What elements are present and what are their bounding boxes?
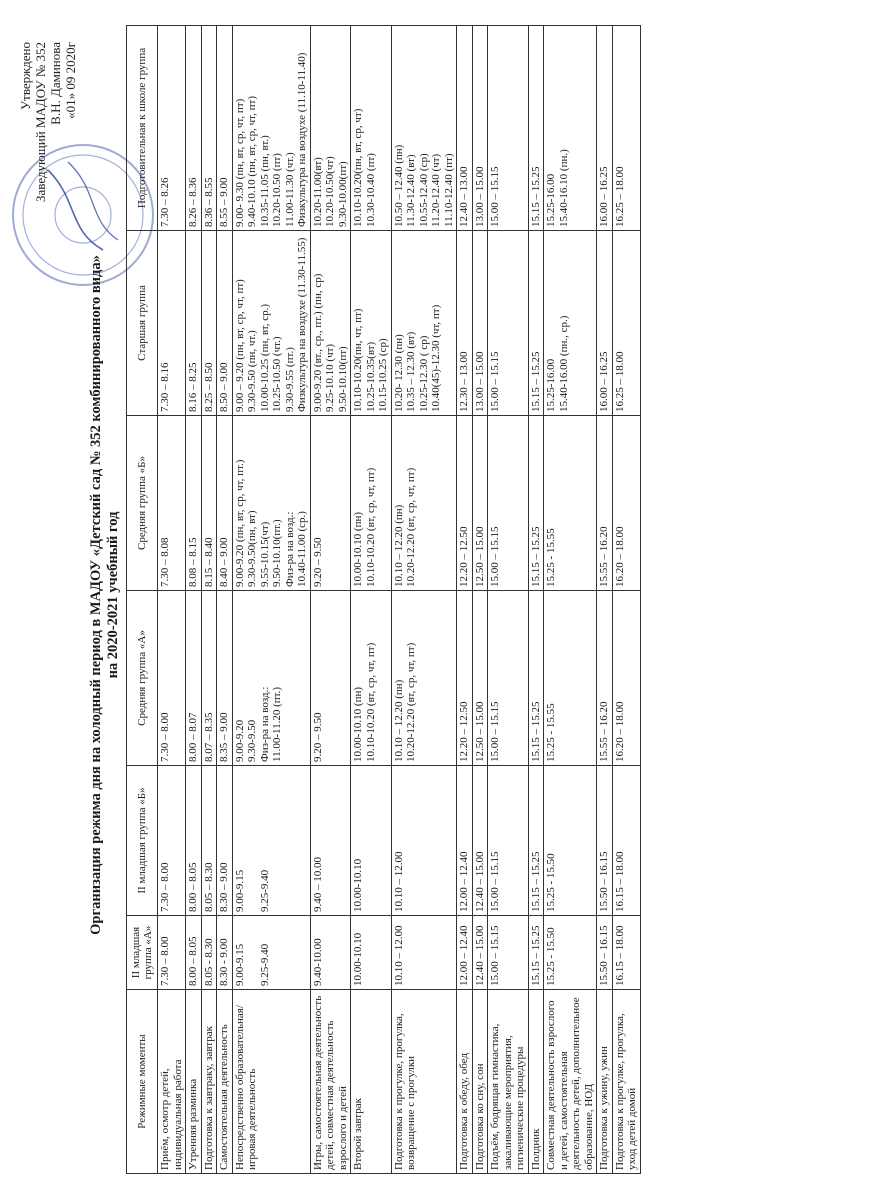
cell-line: 8.07 – 8.35 [202,712,215,762]
cell-line: Физкультура на воздухе (11.10-11.40) [296,52,308,227]
cell-line: 8.05 – 8.30 [202,862,215,912]
cell-line: 10.20-12.20 (вт, ср, чт, пт) [405,642,417,762]
table-body [158,26,641,1174]
cell-line: 15.55 – 16.20 [598,701,610,762]
cell-line: 8.15 – 8.40 [202,537,215,587]
time-cell [310,916,351,990]
time-cell [391,916,457,990]
cell-line: 10.40-11.00 (ср.) [296,511,308,587]
cell-line: 10.50 – 12.40 (пн) [392,144,405,227]
cell-line [246,919,259,986]
time-cell [391,416,457,591]
cell-line: 15.15 – 15.25 [529,851,542,912]
table-row [457,26,473,1174]
time-cell [186,916,202,990]
time-cell [217,231,233,416]
time-cell [597,416,613,591]
cell-line: 15.00 – 15.15 [489,701,501,762]
time-cell [158,416,186,591]
time-cell [528,766,544,916]
cell-line: Подготовка к ужину, ужин [598,1046,610,1170]
cell-line: 16.20 – 18.00 [613,701,626,762]
time-cell [472,231,488,416]
table-row [158,26,186,1174]
approval-block [18,42,78,342]
cell-line: 15.00 – 15.15 [489,851,501,912]
cell-line: 9.30-9.50(пн, вт) [246,510,258,587]
cell-line: 15.50 – 16.15 [598,851,610,912]
activity-cell [528,990,544,1174]
time-cell [391,26,457,231]
cell-line: 10.15-10.25 (ср) [377,338,389,412]
schedule-table [126,25,641,1174]
activity-cell [351,990,392,1174]
time-cell [528,231,544,416]
cell-line: 15.15 – 15.25 [529,701,542,762]
activity-cell [472,990,488,1174]
time-cell [544,231,597,416]
cell-line: 10.00-10.10 (пн) [352,686,364,762]
cell-line: 8.30 - 9.00 [218,938,230,986]
title-line-2: на 2020-2021 учебный год [105,511,121,679]
cell-line: Подъём, бодрящая гимнастика, закаливающие мероприятия, гигиенические процедуры [489,1023,526,1170]
time-cell [158,591,186,766]
cell-line: 15.25 - 15.50 [545,927,557,986]
time-cell [528,26,544,231]
cell-line: 15.15 – 15.25 [529,166,542,227]
cell-line: Подготовка к прогулке, прогулка, возвращение с прогулки [392,1013,417,1170]
cell-line: Подготовка к завтраку, завтрак [202,1026,215,1170]
time-cell [232,26,310,231]
activity-cell [488,990,529,1174]
cell-line: 9.20 – 9.50 [311,537,324,587]
time-cell [391,591,457,766]
time-cell [186,591,202,766]
cell-line: 8.40 – 9.00 [218,537,230,587]
time-cell [158,231,186,416]
cell-line: 13.00 – 15.00 [473,351,486,412]
time-cell [217,591,233,766]
time-cell [488,416,529,591]
cell-line: 15.25-16.00 [545,358,557,412]
time-cell [351,416,392,591]
cell-line: Игры, самостоятельная деятельность детей, совместная деятельность взрослого и детей [311,995,349,1170]
cell-line: 11.00-11.20 (пт.) [271,686,283,762]
cell-line: 10.20- 12.30 (пн) [392,334,405,412]
table-row [472,26,488,1174]
cell-line: 15.15 – 15.25 [529,925,542,986]
time-cell [488,916,529,990]
table-row [488,26,529,1174]
cell-line: Приём, осмотр детей, индивидуальная работа [159,1059,184,1170]
cell-line: 15.15 – 15.25 [529,351,542,412]
cell-line: 7.30 – 8.26 [159,177,171,227]
cell-line: Непосредственно образовательная/ игровая деятельность [233,1005,258,1170]
time-cell [544,416,597,591]
cell-line: 11.10-12.40 (пт) [442,153,455,227]
column-header: Режимные моменты [127,990,158,1174]
activity-cell [597,990,613,1174]
cell-line: 15.00 – 15.15 [489,526,501,587]
time-cell [232,416,310,591]
cell-line: 12.20 – 12.50 [458,526,470,587]
cell-line: 10.10-10.20 (вт, ср, чт, пт) [364,642,377,762]
time-cell [232,231,310,416]
cell-line: 12.00 – 12.40 [458,925,470,986]
cell-line: 7.30 – 8.00 [159,862,171,912]
table-row [612,26,640,1174]
time-cell [597,26,613,231]
cell-line: 15.25 - 15.50 [545,853,557,912]
time-cell [472,591,488,766]
cell-line: 9.40-10.00 [311,938,324,986]
cell-line: 16.20 – 18.00 [613,526,626,587]
table-row [391,26,457,1174]
cell-line: 7.30 – 8.08 [159,537,171,587]
time-cell [232,591,310,766]
cell-line: 12.30 – 13.00 [458,351,470,412]
cell-line: 9.30-9.50 (пн, чт.) [246,330,258,412]
cell-line: 10.10-10.20 (вт, ср, чт, пт) [364,467,377,587]
time-cell [597,916,613,990]
cell-line: 11.00-11.30 (чт.) [283,152,296,227]
table-header-row [127,26,158,1174]
activity-cell [217,990,233,1174]
time-cell [488,26,529,231]
cell-line: 12.20 – 12.50 [458,701,470,762]
table-row [544,26,597,1174]
time-cell [612,416,640,591]
cell-line: 9.00-9.15 [233,869,246,912]
column-header: II младшая группа «Б» [127,766,158,916]
cell-line: 11.30-12.40 (вт) [405,154,417,227]
cell-line: 8.00 – 8.07 [187,712,199,762]
time-cell [391,766,457,916]
cell-line: Физ-ра на возд.: [258,686,271,762]
time-cell [457,231,473,416]
time-cell [310,591,351,766]
cell-line: 8.35 – 9.00 [218,712,230,762]
cell-line: 9.25-10.10 (чт) [324,343,336,412]
time-cell [457,766,473,916]
time-cell [544,591,597,766]
cell-line: 9.00- 9.30 (пн, вт, ср, чт, пт) [233,98,246,227]
cell-line: 16.25 – 18.00 [613,166,626,227]
cell-line: 15.25-16.00 [545,173,557,227]
approval-line-2: Заведующий МАДОУ № 352 [33,42,48,203]
time-cell [472,766,488,916]
cell-line: 16.15 – 18.00 [613,925,626,986]
cell-line: 10.10-10.20(пн, чт, пт) [352,308,364,412]
cell-line: 10.25-10.35(вт) [364,341,377,412]
cell-line: 9.30-9.50 [246,719,258,762]
cell-line: 16.15 – 18.00 [613,851,626,912]
cell-line: 8.30 – 9.00 [218,862,230,912]
cell-line: 8.25 – 8.50 [202,362,215,412]
time-cell [597,591,613,766]
cell-line: 9.50-10.10(пт) [336,346,349,412]
cell-line: 9.20 – 9.50 [311,712,324,762]
cell-line: 8.55 – 9.00 [218,177,230,227]
cell-line: 10.10-10.20(пн, вт, ср, чт) [352,108,364,227]
cell-line: 10.55-12.40 (ср) [417,153,430,227]
cell-line: 10.00-10.25 (пн, вт, ср.) [258,303,271,412]
time-cell [488,231,529,416]
cell-line: 13.00 – 15.00 [473,166,486,227]
cell-line: 12.50 – 15.00 [473,701,486,762]
time-cell [217,766,233,916]
time-cell [351,916,392,990]
cell-line: Самостоятельная деятельность [218,1024,230,1170]
time-cell [201,591,217,766]
time-cell [217,916,233,990]
cell-line: 11.20-12.40 (чт) [430,153,442,227]
table-row [351,26,392,1174]
time-cell [457,591,473,766]
cell-line: 15.50 – 16.15 [598,925,610,986]
activity-cell [186,990,202,1174]
column-header: II младшая группа «А» [127,916,158,990]
cell-line: 9.50-10.10(пт.) [271,519,283,587]
time-cell [186,231,202,416]
cell-line: 10.20-10.50(чт) [324,156,336,227]
time-cell [472,916,488,990]
approval-line-4: «01» 09 2020г [63,42,78,119]
cell-line: 9.40 – 10.00 [311,857,324,912]
time-cell [158,916,186,990]
cell-line: 8.08 – 8.15 [187,537,199,587]
cell-line: Физкультура на воздухе (11.30-11.55) [296,237,308,412]
cell-line: 16.25 – 18.00 [613,351,626,412]
time-cell [351,591,392,766]
cell-line: 10.10 – 12.00 [392,925,405,986]
time-cell [528,591,544,766]
time-cell [612,591,640,766]
time-cell [457,916,473,990]
cell-line: 10.00-10.10 [352,858,364,912]
cell-line: 10.20-11.00(вт) [311,157,324,227]
time-cell [186,416,202,591]
page-title [88,80,122,1110]
cell-line: 9.00-9.15 [233,943,246,986]
time-cell [528,916,544,990]
time-cell [201,916,217,990]
time-cell [472,26,488,231]
cell-line: 15.55 – 16.20 [598,526,610,587]
time-cell [544,766,597,916]
cell-line: 16.00 – 16.25 [598,351,610,412]
time-cell [201,26,217,231]
time-cell [351,766,392,916]
time-cell [217,416,233,591]
cell-line: 15.15 – 15.25 [529,526,542,587]
cell-line: 10.00-10.10 [352,932,364,986]
cell-line: 15.25 - 15.55 [545,528,557,587]
time-cell [544,916,597,990]
time-cell [217,26,233,231]
cell-line: 10.10 – 12.00 [392,851,405,912]
activity-cell [391,990,457,1174]
cell-line: 10.10 – 12.20 (пн) [392,679,405,762]
activity-cell [544,990,597,1174]
cell-line: 8.50 – 9.00 [218,362,230,412]
cell-line: 10.10 – 12.20 (пн) [392,504,405,587]
cell-line: 7.30 – 8.00 [159,936,171,986]
time-cell [310,231,351,416]
cell-line: 15.25 - 15.55 [545,703,557,762]
table-row [528,26,544,1174]
cell-line: 9.25-9.40 [258,869,271,912]
cell-line: 9.00-9.20 (вт., ср., пт.) (пн, ср) [311,273,324,412]
cell-line: 9.00 – 9.20 (пн, вт, ср, чт, пт) [233,279,246,412]
cell-line: 12.00 – 12.40 [458,851,470,912]
cell-line: 10.25-10.50 (чт.) [271,336,283,412]
activity-cell [612,990,640,1174]
time-cell [528,416,544,591]
cell-line: 8.00 – 8.05 [187,936,199,986]
cell-line: 8.05 - 8.30 [202,938,215,986]
cell-line: 10.30-10.40 (пт) [364,153,377,227]
cell-line: 9.55-10.15(чт) [258,521,271,587]
cell-line: Подготовка ко сну, сон [473,1063,486,1170]
time-cell [310,766,351,916]
cell-line [246,769,259,912]
time-cell [186,766,202,916]
time-cell [351,26,392,231]
cell-line: 7.30 – 8.16 [159,362,171,412]
approval-line-1: Утверждено [18,42,33,111]
cell-line: Полдник [529,1128,542,1170]
cell-line: 7.30 – 8.00 [159,712,171,762]
cell-line: 8.00 – 8.05 [187,862,199,912]
time-cell [457,26,473,231]
time-cell [612,916,640,990]
cell-line: 9.30-9.55 (пт.) [283,347,296,412]
time-cell [544,26,597,231]
table-row [217,26,233,1174]
cell-line: 9.30-10.00(пт) [336,161,349,227]
cell-line: 10.35-11.05 (пн, вт.) [258,135,271,227]
column-header: Подготовительная к школе группа [127,26,158,231]
time-cell [597,231,613,416]
activity-cell [158,990,186,1174]
table-row [201,26,217,1174]
time-cell [232,916,310,990]
cell-line: 10.25-12.30 ( ср) [417,335,430,412]
time-cell [158,766,186,916]
column-header: Старшая группа [127,231,158,416]
time-cell [158,26,186,231]
time-cell [201,231,217,416]
cell-line: 12.40 – 15.00 [473,925,486,986]
cell-line: Совместная деятельность взрослого и детей, самостоятельная деятельность детей, дополнительное образование, НОД [545,997,595,1170]
cell-line: 15.00 – 15.15 [489,351,501,412]
cell-line: 9.40-10.10 (пн, вт, ср, чт, пт) [246,95,258,227]
cell-line: 10.00-10.10 (пн) [352,511,364,587]
cell-line: 12.40 – 15.00 [473,851,486,912]
cell-line: Второй завтрак [352,1098,364,1170]
table-row [597,26,613,1174]
cell-line: 15.40-16.00 (пн., ср.) [557,315,570,412]
cell-line: Утренняя разминка [187,1078,199,1170]
table-row [232,26,310,1174]
activity-cell [232,990,310,1174]
time-cell [201,416,217,591]
cell-line: 12.40 – 13.00 [458,166,470,227]
time-cell [597,766,613,916]
activity-cell [310,990,351,1174]
activity-cell [201,990,217,1174]
cell-line: 8.36 – 8.55 [202,177,215,227]
time-cell [232,766,310,916]
cell-line: Физ-ра на возд.: [283,511,296,587]
time-cell [612,26,640,231]
cell-line: 15.40-16.10 (пн.) [557,149,570,227]
time-cell [391,231,457,416]
cell-line: 10.20-12.20 (вт, ср, чт, пт) [405,467,417,587]
time-cell [457,416,473,591]
column-header: Средняя группа «Б» [127,416,158,591]
time-cell [488,766,529,916]
time-cell [472,416,488,591]
time-cell [351,231,392,416]
cell-line: 10.35 – 12.30 (вт) [405,331,417,412]
cell-line: 9.00-9.20 [233,719,246,762]
cell-line: 10.20-10.50 (пт) [271,153,283,227]
cell-line: 9.25-9.40 [258,943,271,986]
cell-line: 10.40(45)-12.30 (чт, пт) [430,304,442,412]
approval-line-3: В.Н. Даминова [48,42,63,125]
time-cell [612,231,640,416]
time-cell [310,416,351,591]
table-row [186,26,202,1174]
cell-line: 16.00 – 16.25 [598,166,610,227]
cell-line: Подготовка к обеду, обед [458,1052,470,1170]
cell-line: 12.50 – 15.00 [473,526,486,587]
cell-line: 8.26 – 8.36 [187,177,199,227]
cell-line: 15.00 – 15.15 [489,925,501,986]
cell-line: 9.00-9.20 (пн, вт, ср, чт, пт.) [233,459,246,587]
cell-line: 8.16 – 8.25 [187,362,199,412]
activity-cell [457,990,473,1174]
time-cell [201,766,217,916]
time-cell [488,591,529,766]
cell-line: 15.00 – 15.15 [489,166,501,227]
column-header: Средняя группа «А» [127,591,158,766]
time-cell [186,26,202,231]
cell-line: Подготовка к прогулке, прогулка, уход детей домой [613,1013,638,1170]
time-cell [310,26,351,231]
table-row [310,26,351,1174]
time-cell [612,766,640,916]
title-line-1: Организация режима дня на холодный период в МАДОУ «Детский сад № 352 комбинированного вида» [88,255,104,935]
